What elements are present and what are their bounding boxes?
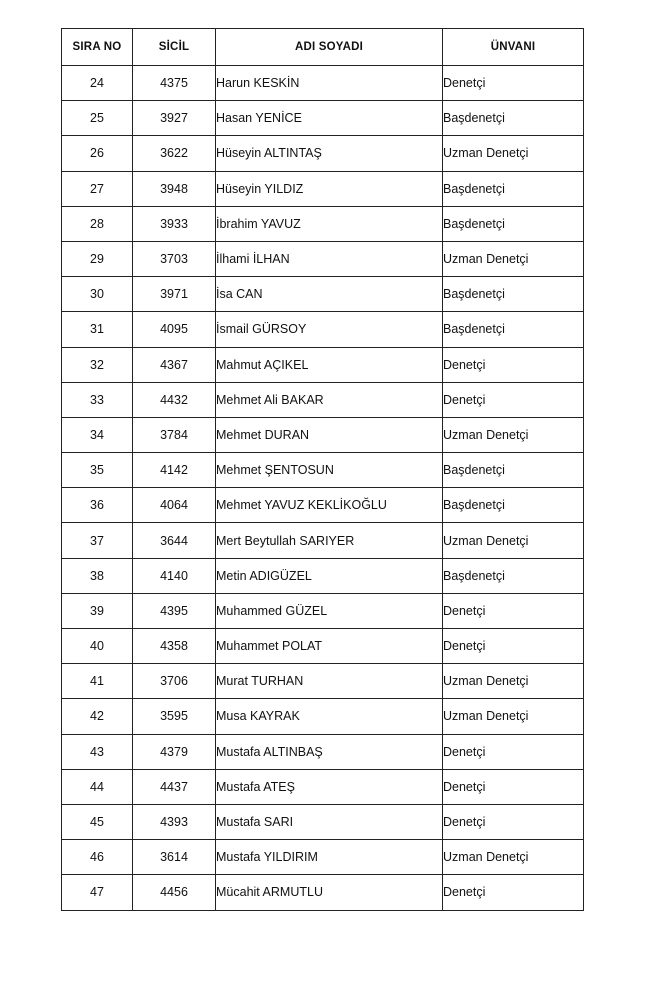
cell-unvani: Başdenetçi bbox=[443, 206, 584, 241]
header-sicil: SİCİL bbox=[133, 29, 216, 66]
cell-unvani: Uzman Denetçi bbox=[443, 241, 584, 276]
table-row bbox=[62, 664, 584, 699]
cell-unvani: Başdenetçi bbox=[443, 558, 584, 593]
cell-adi-soyadi: Hasan YENİCE bbox=[216, 101, 443, 136]
cell-adi-soyadi: Mehmet Ali BAKAR bbox=[216, 382, 443, 417]
cell-sira-no: 25 bbox=[62, 101, 133, 136]
cell-sicil: 3595 bbox=[133, 699, 216, 734]
cell-adi-soyadi: İbrahim YAVUZ bbox=[216, 206, 443, 241]
cell-sicil: 3706 bbox=[133, 664, 216, 699]
cell-sicil: 3948 bbox=[133, 171, 216, 206]
table-row bbox=[62, 136, 584, 171]
cell-sicil: 4358 bbox=[133, 629, 216, 664]
table-row bbox=[62, 101, 584, 136]
cell-unvani: Denetçi bbox=[443, 347, 584, 382]
cell-unvani: Uzman Denetçi bbox=[443, 523, 584, 558]
cell-sira-no: 24 bbox=[62, 66, 133, 101]
cell-adi-soyadi: Mustafa ALTINBAŞ bbox=[216, 734, 443, 769]
header-adi-soyadi: ADI SOYADI bbox=[216, 29, 443, 66]
cell-unvani: Başdenetçi bbox=[443, 101, 584, 136]
cell-adi-soyadi: Musa KAYRAK bbox=[216, 699, 443, 734]
cell-adi-soyadi: Mehmet ŞENTOSUN bbox=[216, 453, 443, 488]
cell-sira-no: 37 bbox=[62, 523, 133, 558]
cell-unvani: Denetçi bbox=[443, 734, 584, 769]
cell-sicil: 4367 bbox=[133, 347, 216, 382]
cell-unvani: Denetçi bbox=[443, 804, 584, 839]
table-row bbox=[62, 804, 584, 839]
cell-sicil: 3703 bbox=[133, 241, 216, 276]
cell-sira-no: 35 bbox=[62, 453, 133, 488]
table-row bbox=[62, 206, 584, 241]
table-row bbox=[62, 382, 584, 417]
cell-sicil: 3933 bbox=[133, 206, 216, 241]
cell-adi-soyadi: Metin ADIGÜZEL bbox=[216, 558, 443, 593]
cell-sicil: 4375 bbox=[133, 66, 216, 101]
cell-adi-soyadi: Hüseyin ALTINTAŞ bbox=[216, 136, 443, 171]
cell-sicil: 3971 bbox=[133, 277, 216, 312]
cell-sicil: 3927 bbox=[133, 101, 216, 136]
cell-adi-soyadi: Mehmet DURAN bbox=[216, 417, 443, 452]
cell-sira-no: 38 bbox=[62, 558, 133, 593]
cell-adi-soyadi: Mustafa SARI bbox=[216, 804, 443, 839]
cell-unvani: Denetçi bbox=[443, 769, 584, 804]
cell-sira-no: 43 bbox=[62, 734, 133, 769]
cell-adi-soyadi: Harun KESKİN bbox=[216, 66, 443, 101]
cell-sicil: 4456 bbox=[133, 875, 216, 910]
table-row bbox=[62, 734, 584, 769]
cell-sicil: 4064 bbox=[133, 488, 216, 523]
cell-sira-no: 26 bbox=[62, 136, 133, 171]
cell-sicil: 3644 bbox=[133, 523, 216, 558]
table-header bbox=[62, 29, 584, 66]
table-row bbox=[62, 629, 584, 664]
cell-sicil: 3614 bbox=[133, 840, 216, 875]
cell-sira-no: 41 bbox=[62, 664, 133, 699]
table-row bbox=[62, 840, 584, 875]
table-row bbox=[62, 875, 584, 910]
cell-sira-no: 46 bbox=[62, 840, 133, 875]
cell-adi-soyadi: Mustafa YILDIRIM bbox=[216, 840, 443, 875]
table-row bbox=[62, 488, 584, 523]
cell-sicil: 4393 bbox=[133, 804, 216, 839]
cell-unvani: Başdenetçi bbox=[443, 453, 584, 488]
cell-adi-soyadi: Mahmut AÇIKEL bbox=[216, 347, 443, 382]
cell-unvani: Başdenetçi bbox=[443, 277, 584, 312]
personnel-table bbox=[61, 28, 584, 911]
cell-adi-soyadi: Murat TURHAN bbox=[216, 664, 443, 699]
cell-unvani: Başdenetçi bbox=[443, 171, 584, 206]
table-row bbox=[62, 312, 584, 347]
table-row bbox=[62, 241, 584, 276]
cell-sicil: 4395 bbox=[133, 593, 216, 628]
cell-sira-no: 29 bbox=[62, 241, 133, 276]
cell-sicil: 4432 bbox=[133, 382, 216, 417]
cell-unvani: Başdenetçi bbox=[443, 312, 584, 347]
table-row bbox=[62, 593, 584, 628]
cell-sira-no: 27 bbox=[62, 171, 133, 206]
table-row bbox=[62, 417, 584, 452]
cell-sira-no: 32 bbox=[62, 347, 133, 382]
cell-adi-soyadi: İlhami İLHAN bbox=[216, 241, 443, 276]
cell-adi-soyadi: Mustafa ATEŞ bbox=[216, 769, 443, 804]
table-row bbox=[62, 277, 584, 312]
table-row bbox=[62, 699, 584, 734]
cell-sira-no: 39 bbox=[62, 593, 133, 628]
cell-sira-no: 33 bbox=[62, 382, 133, 417]
header-unvani: ÜNVANI bbox=[443, 29, 584, 66]
cell-sicil: 4095 bbox=[133, 312, 216, 347]
cell-unvani: Uzman Denetçi bbox=[443, 699, 584, 734]
table-row bbox=[62, 558, 584, 593]
cell-sira-no: 42 bbox=[62, 699, 133, 734]
cell-unvani: Denetçi bbox=[443, 593, 584, 628]
header-sira-no: SIRA NO bbox=[62, 29, 133, 66]
cell-sira-no: 31 bbox=[62, 312, 133, 347]
cell-sira-no: 36 bbox=[62, 488, 133, 523]
cell-sira-no: 44 bbox=[62, 769, 133, 804]
cell-adi-soyadi: Muhammed GÜZEL bbox=[216, 593, 443, 628]
table-header-row bbox=[62, 29, 584, 66]
cell-adi-soyadi: İsmail GÜRSOY bbox=[216, 312, 443, 347]
cell-sira-no: 47 bbox=[62, 875, 133, 910]
cell-unvani: Uzman Denetçi bbox=[443, 417, 584, 452]
cell-adi-soyadi: İsa CAN bbox=[216, 277, 443, 312]
cell-unvani: Denetçi bbox=[443, 382, 584, 417]
cell-unvani: Başdenetçi bbox=[443, 488, 584, 523]
cell-unvani: Uzman Denetçi bbox=[443, 840, 584, 875]
cell-sicil: 4379 bbox=[133, 734, 216, 769]
cell-sira-no: 45 bbox=[62, 804, 133, 839]
table-row bbox=[62, 347, 584, 382]
table-body bbox=[62, 66, 584, 911]
table-row bbox=[62, 453, 584, 488]
cell-sicil: 4142 bbox=[133, 453, 216, 488]
cell-sira-no: 34 bbox=[62, 417, 133, 452]
table-row bbox=[62, 523, 584, 558]
cell-sira-no: 28 bbox=[62, 206, 133, 241]
cell-unvani: Uzman Denetçi bbox=[443, 136, 584, 171]
cell-unvani: Uzman Denetçi bbox=[443, 664, 584, 699]
cell-adi-soyadi: Muhammet POLAT bbox=[216, 629, 443, 664]
table-row bbox=[62, 66, 584, 101]
cell-adi-soyadi: Mert Beytullah SARIYER bbox=[216, 523, 443, 558]
table-row bbox=[62, 769, 584, 804]
cell-adi-soyadi: Mücahit ARMUTLU bbox=[216, 875, 443, 910]
cell-unvani: Denetçi bbox=[443, 629, 584, 664]
cell-adi-soyadi: Mehmet YAVUZ KEKLİKOĞLU bbox=[216, 488, 443, 523]
cell-sicil: 4140 bbox=[133, 558, 216, 593]
cell-sicil: 3622 bbox=[133, 136, 216, 171]
cell-unvani: Denetçi bbox=[443, 66, 584, 101]
cell-sira-no: 40 bbox=[62, 629, 133, 664]
cell-sicil: 3784 bbox=[133, 417, 216, 452]
cell-adi-soyadi: Hüseyin YILDIZ bbox=[216, 171, 443, 206]
table-row bbox=[62, 171, 584, 206]
cell-sicil: 4437 bbox=[133, 769, 216, 804]
cell-sira-no: 30 bbox=[62, 277, 133, 312]
cell-unvani: Denetçi bbox=[443, 875, 584, 910]
